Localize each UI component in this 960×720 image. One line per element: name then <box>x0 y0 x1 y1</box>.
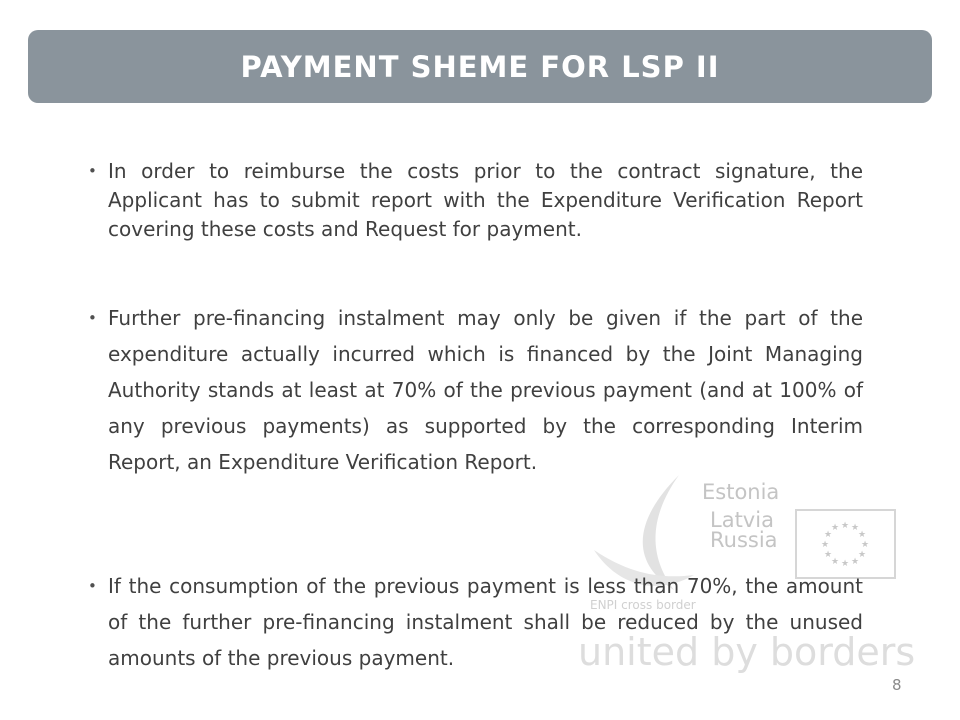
bullet-item-2 <box>88 300 863 480</box>
bullet-text: In order to reimburse the costs prior to the contract signature, the Applicant has to submit report with the Expenditure Verification Report covering these costs and Request for payment. <box>108 159 863 241</box>
bullet-item-1 <box>88 157 863 244</box>
page-number: 8 <box>892 676 902 694</box>
svg-text:★: ★ <box>823 550 833 560</box>
slide-title: PAYMENT SHEME FOR LSP II <box>240 49 720 84</box>
svg-text:★: ★ <box>830 557 840 567</box>
svg-text:★: ★ <box>850 523 860 533</box>
bullet-text: If the consumption of the previous payment is less than 70%, the amount of the further pre-financing instalment shall be reduced by the unused amounts of the previous payment. <box>108 574 863 670</box>
svg-text:★: ★ <box>840 521 850 531</box>
svg-text:★: ★ <box>830 523 840 533</box>
logo-country-russia: Russia <box>710 528 778 552</box>
bullet-marker: • <box>88 309 97 327</box>
bullet-item-3 <box>88 568 863 676</box>
svg-text:★: ★ <box>850 557 860 567</box>
bullet-marker: • <box>88 162 97 180</box>
svg-text:★: ★ <box>840 559 850 569</box>
logo-country-estonia: Estonia <box>702 480 780 504</box>
bullet-text: Further pre-financing instalment may only be given if the part of the expenditure actually incurred which is financed by the Joint Managing Authority stands at least at 70% of the previous payment (and at 100% of any previous payments) as supported by the corresponding Interim Report, an Expenditure Verification Report. <box>108 306 863 474</box>
svg-text:★: ★ <box>823 530 833 540</box>
bullet-marker: • <box>88 577 97 595</box>
svg-text:★: ★ <box>860 540 870 550</box>
logo-programme: ENPI cross border <box>590 598 696 612</box>
svg-text:★: ★ <box>820 540 830 550</box>
svg-text:★: ★ <box>857 550 867 560</box>
title-bar <box>28 30 932 103</box>
svg-text:★: ★ <box>857 530 867 540</box>
logo-slogan: united by borders <box>578 630 916 674</box>
logo-country-latvia: Latvia <box>710 508 774 532</box>
